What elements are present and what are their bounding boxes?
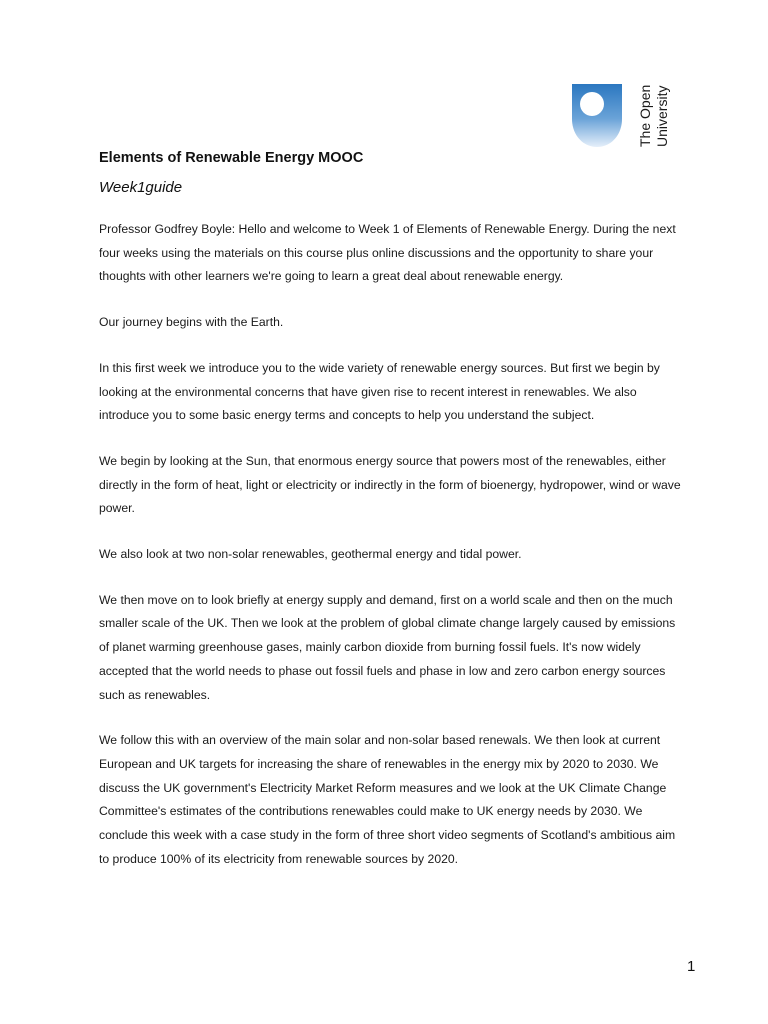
paragraph-welcome: Professor Godfrey Boyle: Hello and welcome to Week 1 of Elements of Renewable Energy. During the next four weeks using the materials on this course plus online discussions and the opportunity to share your thoughts with other learners we're going to learn a great deal about renewable energy. bbox=[99, 222, 676, 284]
paragraph-sun: We begin by looking at the Sun, that enormous energy source that powers most of the renewables, either directly in the form of heat, light or electricity or indirectly in the form of bioenergy, hydropower, wind or wave power. bbox=[99, 453, 681, 516]
paragraph-non-solar: We also look at two non-solar renewables, geothermal energy and tidal power. bbox=[99, 547, 522, 562]
paragraph-first-week: In this first week we introduce you to the wide variety of renewable energy sources. But first we begin by looking at the environmental concerns that have given rise to recent interest in renewables. We also introduce you to some basic energy terms and concepts to help you understand the subject. bbox=[99, 360, 660, 423]
page-number: 1 bbox=[687, 958, 696, 975]
logo-text-the-open: The Open bbox=[637, 84, 653, 147]
document-subtitle: Week1guide bbox=[99, 179, 183, 196]
document-title: Elements of Renewable Energy MOOC bbox=[99, 150, 364, 166]
logo-text-university: University bbox=[654, 85, 670, 147]
paragraph-journey: Our journey begins with the Earth. bbox=[99, 315, 284, 330]
open-university-logo bbox=[571, 83, 676, 153]
document-body bbox=[99, 218, 684, 893]
open-university-shield-icon bbox=[571, 83, 676, 153]
paragraph-supply-demand: We then move on to look briefly at energy supply and demand, first on a world scale and then on the much smaller scale of the UK. Then we look at the problem of global climate change largely caused by emissions of planet warming greenhouse gases, mainly carbon dioxide from burning fossil fuels. It's now widely accepted that the world needs to phase out fossil fuels and phase in low and zero carbon energy sources such as renewables. bbox=[99, 592, 676, 702]
paragraph-overview: We follow this with an overview of the main solar and non-solar based renewals. We then look at current European and UK targets for increasing the share of renewables in the energy mix by 2020 to 2030. We discuss the UK government's Electricity Market Reform measures and we look at the UK Climate Change Committee's estimates of the contributions renewables could make to UK energy needs by 2030. We conclude this week with a case study in the form of three short video segments of Scotland's ambitious aim to produce 100% of its electricity from renewable sources by 2020. bbox=[99, 733, 676, 866]
